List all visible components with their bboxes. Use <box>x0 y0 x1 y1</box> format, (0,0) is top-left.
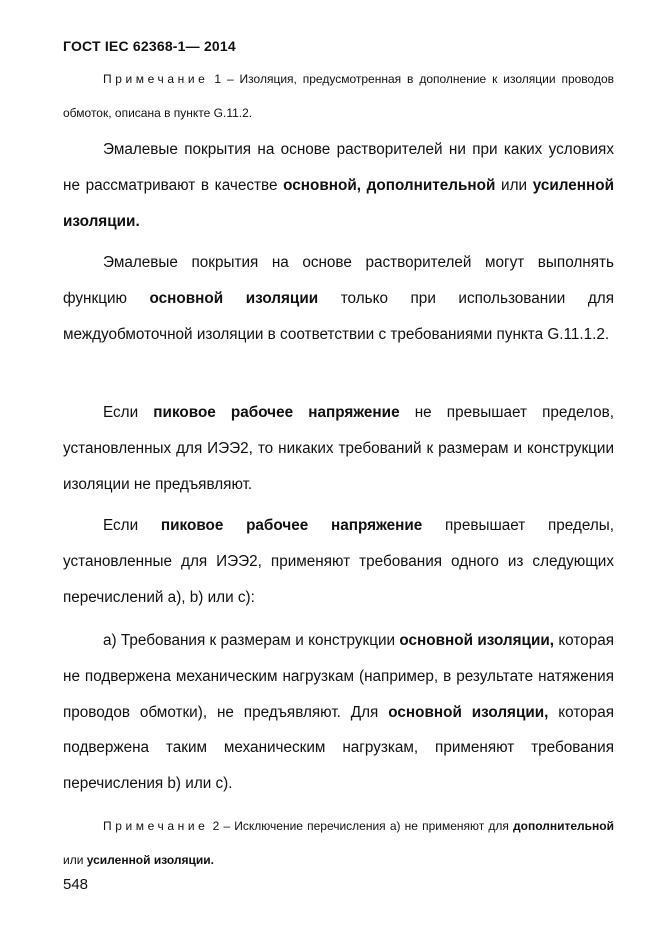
paragraph-4-text: Если <box>103 517 161 534</box>
paragraph-1-term-1: основной, дополнительной <box>283 176 496 194</box>
paragraph-3-term: пиковое рабочее напряжение <box>153 404 400 421</box>
paragraph-4-term: пиковое рабочее напряжение <box>160 517 423 534</box>
paragraph-4 <box>63 508 614 615</box>
paragraph-2-text: Эмалевые покрытия на основе растворителей могут выполнять функцию <box>63 254 614 307</box>
note-2-text: – Исключение перечисления a) не применяют для <box>219 819 514 833</box>
paragraph-1-term-2: усиленной изоляции. <box>63 176 614 230</box>
paragraph-5-text-2: которая не подвержена механическим нагрузкам (например, в результате натяжения проводов обмотки), не предъявляют. Для <box>63 632 614 721</box>
paragraph-5-text: a) Требования к размерам и конструкции <box>103 632 400 649</box>
note-2-number: 2 <box>212 819 220 833</box>
paragraph-3-text: Если <box>103 404 154 421</box>
paragraph-1-text-2: или <box>495 176 533 194</box>
note-1-text: – Изоляция, предусмотренная в дополнение к изоляции проводов обмоток, описана в пункте G.11.2. <box>63 72 614 120</box>
paragraph-5-term-2: основной изоляции, <box>388 703 549 721</box>
paragraph-2-text-2: только при использовании для междуобмоточной изоляции в соответствии с требованиями пункта G.11.1.2. <box>63 289 614 343</box>
document-header: ГОСТ IEC 62368-1— 2014 <box>63 38 236 54</box>
paragraph-1 <box>63 132 614 239</box>
note-2 <box>63 809 614 877</box>
paragraph-1-text: Эмалевые покрытия на основе растворителей ни при каких условиях не рассматривают в качестве <box>63 141 614 194</box>
paragraph-3 <box>63 395 614 502</box>
note-2-term-2: усиленной изоляции. <box>86 853 215 867</box>
paragraph-2-term: основной изоляции <box>149 289 319 307</box>
paragraph-3-text-2: не превышает пределов, установленных для ИЭЭ2, то никаких требований к размерам и конструкции изоляции не предъявляют. <box>63 404 615 493</box>
paragraph-5-term-1: основной изоляции, <box>399 632 555 649</box>
note-2-text-2: или <box>63 853 87 867</box>
paragraph-5-text-3: которая подвержена таким механическим нагрузкам, применяют требования перечисления b) или c). <box>63 703 614 793</box>
note-2-term-1: дополнительной <box>513 819 615 833</box>
note-1 <box>63 62 614 130</box>
note-1-number: 1 <box>214 72 222 86</box>
paragraph-4-text-2: превышает пределы, установленные для ИЭЭ2, применяют требования одного из следующих перечислений a), b) или c): <box>63 517 614 606</box>
paragraph-2 <box>63 245 614 352</box>
note-2-label: Примечание <box>103 819 209 833</box>
page-number: 548 <box>63 876 89 893</box>
paragraph-5 <box>63 623 614 802</box>
note-1-label: Примечание <box>103 72 209 86</box>
